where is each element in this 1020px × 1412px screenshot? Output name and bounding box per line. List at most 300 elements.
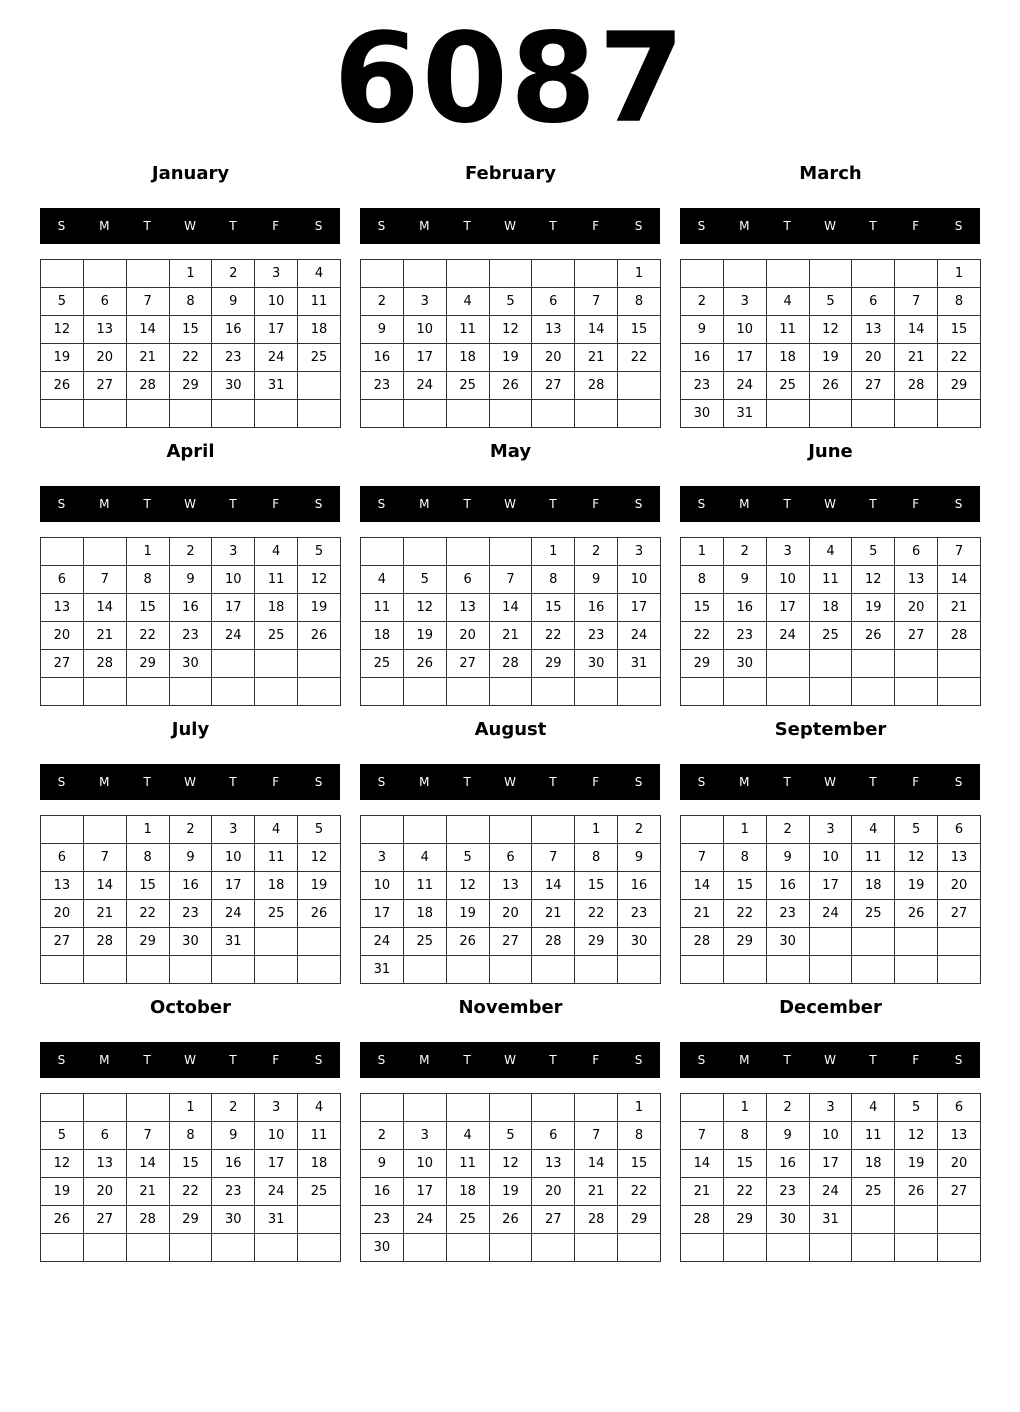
day-cell: 7 [938,538,981,566]
day-cell: 25 [298,344,341,372]
day-cell: 15 [938,316,981,344]
month-name: August [474,719,547,740]
day-cell [41,538,84,566]
day-cell: 6 [489,844,532,872]
week-row [361,372,661,400]
day-cell: 5 [446,844,489,872]
day-cell: 26 [895,900,938,928]
weekday-label: M [99,1053,110,1067]
day-cell: 5 [298,538,341,566]
day-cell: 22 [723,900,766,928]
day-cell [83,1234,126,1262]
day-cell [532,956,575,984]
day-cell: 2 [766,1094,809,1122]
day-cell [723,678,766,706]
day-cell: 26 [298,900,341,928]
day-cell: 28 [681,1206,724,1234]
day-cell: 24 [403,372,446,400]
day-cell: 28 [83,928,126,956]
day-cell [446,816,489,844]
day-cell: 11 [852,844,895,872]
day-cell: 16 [723,594,766,622]
day-cell: 16 [681,344,724,372]
day-cell: 1 [532,538,575,566]
day-cell [895,260,938,288]
day-cell: 17 [212,594,255,622]
week-row [41,844,341,872]
day-cell [403,260,446,288]
weekday-label: T [869,219,877,233]
week-row [681,260,981,288]
weekday-header [360,208,660,244]
day-cell [298,928,341,956]
weekday-label: F [912,775,920,789]
day-cell: 15 [169,316,212,344]
day-cell: 1 [938,260,981,288]
day-cell: 14 [83,872,126,900]
day-cell: 25 [852,1178,895,1206]
day-cell: 20 [532,1178,575,1206]
day-cell: 15 [126,594,169,622]
day-cell: 23 [766,900,809,928]
week-row [41,372,341,400]
week-row [681,288,981,316]
day-cell [766,260,809,288]
year-title: 6087 [333,7,687,151]
weekday-label: M [99,219,110,233]
day-cell: 20 [41,900,84,928]
day-cell: 22 [169,1178,212,1206]
day-cell: 24 [212,900,255,928]
day-cell [489,678,532,706]
day-cell [41,1234,84,1262]
day-cell: 23 [169,900,212,928]
day-cell: 9 [575,566,618,594]
weekday-label: T [143,775,151,789]
day-cell [681,1234,724,1262]
day-cell: 18 [852,872,895,900]
day-cell: 24 [403,1206,446,1234]
day-cell [852,928,895,956]
weekday-label: S [377,219,386,233]
day-cell [938,1234,981,1262]
week-row [41,316,341,344]
day-cell: 29 [532,650,575,678]
day-cell [681,678,724,706]
day-cell: 14 [681,872,724,900]
day-cell: 23 [681,372,724,400]
day-cell: 7 [83,566,126,594]
day-cell: 14 [489,594,532,622]
day-cell: 28 [83,650,126,678]
day-cell [809,678,852,706]
day-cell: 12 [895,844,938,872]
weekday-label: S [634,775,643,789]
weekday-label: T [783,219,791,233]
day-cell: 13 [895,566,938,594]
day-cell: 5 [489,1122,532,1150]
day-cell: 21 [895,344,938,372]
day-cell: 6 [895,538,938,566]
weekday-label: S [57,775,66,789]
day-cell: 24 [809,1178,852,1206]
day-cell: 30 [575,650,618,678]
weekday-header [40,764,340,800]
day-cell: 3 [766,538,809,566]
day-cell: 3 [809,1094,852,1122]
weekday-label: M [419,497,430,511]
day-cell: 29 [723,928,766,956]
day-cell: 2 [212,1094,255,1122]
week-row [361,872,661,900]
weekday-label: T [229,219,237,233]
day-cell [298,1206,341,1234]
day-cell: 16 [361,344,404,372]
day-cell: 3 [403,1122,446,1150]
day-cell: 4 [809,538,852,566]
day-grid [40,537,341,706]
week-row [361,316,661,344]
day-cell [723,1234,766,1262]
weekday-label: W [184,219,196,233]
day-cell: 9 [723,566,766,594]
day-cell: 30 [212,1206,255,1234]
day-cell [809,650,852,678]
week-row [361,678,661,706]
day-cell: 21 [681,1178,724,1206]
day-cell: 30 [169,650,212,678]
day-cell: 10 [403,316,446,344]
week-row [41,622,341,650]
week-row [361,400,661,428]
weekday-header [680,486,980,522]
day-cell: 28 [575,1206,618,1234]
weekday-label: T [783,775,791,789]
day-cell: 17 [361,900,404,928]
day-cell: 26 [41,372,84,400]
weekday-label: T [143,497,151,511]
day-cell [41,678,84,706]
day-cell: 25 [766,372,809,400]
day-cell [489,1094,532,1122]
week-row [41,1122,341,1150]
day-cell: 20 [41,622,84,650]
day-cell: 15 [723,1150,766,1178]
day-cell: 29 [169,1206,212,1234]
day-cell: 26 [489,372,532,400]
weekday-label: S [954,1053,963,1067]
day-cell: 24 [361,928,404,956]
day-cell: 4 [766,288,809,316]
day-grid [360,259,661,428]
day-cell: 13 [532,316,575,344]
day-cell [852,1234,895,1262]
day-cell: 12 [446,872,489,900]
week-row [41,928,341,956]
day-cell [809,400,852,428]
day-cell: 27 [41,650,84,678]
day-cell: 28 [532,928,575,956]
day-cell [41,816,84,844]
day-cell: 26 [489,1206,532,1234]
day-cell: 21 [126,344,169,372]
week-row [681,1150,981,1178]
day-cell [618,678,661,706]
weekday-label: F [272,775,280,789]
day-cell: 16 [212,1150,255,1178]
day-cell [446,400,489,428]
day-cell: 9 [681,316,724,344]
day-cell [298,956,341,984]
day-cell: 27 [83,1206,126,1234]
week-row [41,1094,341,1122]
day-cell [489,538,532,566]
week-row [41,872,341,900]
day-cell [766,650,809,678]
day-cell [809,260,852,288]
weekday-label: M [739,219,750,233]
day-cell: 10 [255,288,298,316]
weekday-label: M [99,497,110,511]
month-name: March [799,163,862,184]
day-cell: 2 [361,1122,404,1150]
day-cell [361,678,404,706]
day-cell [532,678,575,706]
day-grid [680,1093,981,1262]
day-cell: 1 [681,538,724,566]
weekday-label: T [783,497,791,511]
day-cell: 9 [212,1122,255,1150]
weekday-label: T [463,219,471,233]
weekday-label: W [504,219,516,233]
week-row [681,900,981,928]
day-cell [41,260,84,288]
week-row [41,538,341,566]
day-cell [852,1206,895,1234]
day-cell: 3 [361,844,404,872]
day-cell: 14 [938,566,981,594]
day-cell: 7 [681,844,724,872]
weekday-header [360,486,660,522]
week-row [361,650,661,678]
day-cell: 23 [212,344,255,372]
day-cell: 10 [809,844,852,872]
day-cell: 11 [852,1122,895,1150]
week-row [681,1178,981,1206]
day-cell: 4 [446,288,489,316]
day-cell [618,1234,661,1262]
day-cell: 11 [446,316,489,344]
day-cell: 6 [446,566,489,594]
day-cell: 3 [809,816,852,844]
week-row [41,400,341,428]
day-grid [680,537,981,706]
week-row [41,816,341,844]
weekday-label: F [272,1053,280,1067]
month-name: June [808,441,853,462]
weekday-label: M [739,1053,750,1067]
day-cell: 10 [618,566,661,594]
day-cell: 29 [618,1206,661,1234]
day-grid [680,259,981,428]
day-cell [126,956,169,984]
weekday-label: T [463,1053,471,1067]
day-cell: 28 [938,622,981,650]
day-cell: 9 [361,1150,404,1178]
day-cell: 8 [618,1122,661,1150]
weekday-label: W [504,497,516,511]
day-cell: 28 [126,1206,169,1234]
day-cell: 22 [723,1178,766,1206]
weekday-label: M [419,1053,430,1067]
day-cell [723,956,766,984]
week-row [41,1178,341,1206]
day-cell [126,1094,169,1122]
day-cell: 15 [169,1150,212,1178]
weekday-header [680,1042,980,1078]
week-row [681,956,981,984]
weekday-label: W [184,1053,196,1067]
day-cell: 5 [403,566,446,594]
day-cell: 17 [255,1150,298,1178]
day-cell: 2 [766,816,809,844]
day-cell: 27 [532,1206,575,1234]
day-cell: 4 [255,538,298,566]
day-cell: 17 [618,594,661,622]
day-cell: 3 [255,260,298,288]
day-cell: 16 [766,1150,809,1178]
day-cell: 13 [938,1122,981,1150]
day-cell: 6 [532,288,575,316]
day-grid [40,815,341,984]
day-cell: 16 [766,872,809,900]
day-cell: 2 [212,260,255,288]
day-cell: 8 [126,566,169,594]
weekday-header [40,486,340,522]
weekday-label: S [954,775,963,789]
day-cell: 29 [126,650,169,678]
day-cell [298,372,341,400]
day-cell: 19 [852,594,895,622]
day-cell [852,678,895,706]
weekday-label: W [824,497,836,511]
day-cell: 19 [41,344,84,372]
day-cell: 29 [575,928,618,956]
day-cell: 12 [298,566,341,594]
day-cell: 12 [895,1122,938,1150]
day-cell: 26 [446,928,489,956]
day-cell [852,956,895,984]
day-cell: 25 [403,928,446,956]
day-cell [83,260,126,288]
day-grid [360,1093,661,1262]
weekday-label: W [504,775,516,789]
day-cell: 30 [212,372,255,400]
day-cell [255,650,298,678]
weekday-header [680,208,980,244]
weekday-label: T [143,219,151,233]
weekday-label: T [463,775,471,789]
day-cell [212,400,255,428]
day-cell: 27 [895,622,938,650]
weekday-label: S [697,775,706,789]
day-cell: 1 [126,816,169,844]
day-cell [532,816,575,844]
day-cell: 27 [532,372,575,400]
weekday-label: T [549,497,557,511]
weekday-label: M [419,219,430,233]
week-row [681,872,981,900]
week-row [681,928,981,956]
day-cell [446,678,489,706]
day-cell: 10 [723,316,766,344]
weekday-label: T [463,497,471,511]
day-cell: 23 [575,622,618,650]
weekday-label: T [783,1053,791,1067]
day-cell: 4 [255,816,298,844]
day-cell: 14 [575,316,618,344]
weekday-label: T [869,497,877,511]
day-cell: 8 [532,566,575,594]
day-cell: 12 [41,316,84,344]
day-cell: 29 [169,372,212,400]
day-cell: 5 [809,288,852,316]
day-cell: 22 [169,344,212,372]
day-cell: 26 [41,1206,84,1234]
day-cell: 17 [809,872,852,900]
day-cell: 14 [681,1150,724,1178]
day-cell: 25 [809,622,852,650]
day-cell [403,956,446,984]
day-cell [361,260,404,288]
weekday-label: S [377,497,386,511]
day-cell [809,1234,852,1262]
day-cell: 2 [723,538,766,566]
day-cell: 19 [895,872,938,900]
day-cell: 9 [169,844,212,872]
day-cell: 31 [255,372,298,400]
day-cell: 16 [361,1178,404,1206]
week-row [361,900,661,928]
day-cell: 9 [766,844,809,872]
day-cell: 13 [83,1150,126,1178]
weekday-label: S [634,219,643,233]
weekday-label: F [592,775,600,789]
day-cell: 15 [681,594,724,622]
day-cell [361,816,404,844]
day-cell: 14 [575,1150,618,1178]
day-cell: 29 [938,372,981,400]
weekday-label: T [869,1053,877,1067]
day-cell: 20 [938,872,981,900]
week-row [361,956,661,984]
day-cell: 10 [255,1122,298,1150]
day-cell: 24 [212,622,255,650]
day-cell [403,400,446,428]
day-cell: 15 [126,872,169,900]
day-cell [169,956,212,984]
day-cell: 7 [532,844,575,872]
day-cell: 27 [41,928,84,956]
day-cell [852,260,895,288]
day-cell [895,650,938,678]
day-cell: 2 [169,816,212,844]
day-cell: 30 [766,1206,809,1234]
day-cell: 15 [618,1150,661,1178]
week-row [41,900,341,928]
day-cell: 15 [723,872,766,900]
weekday-label: T [549,1053,557,1067]
